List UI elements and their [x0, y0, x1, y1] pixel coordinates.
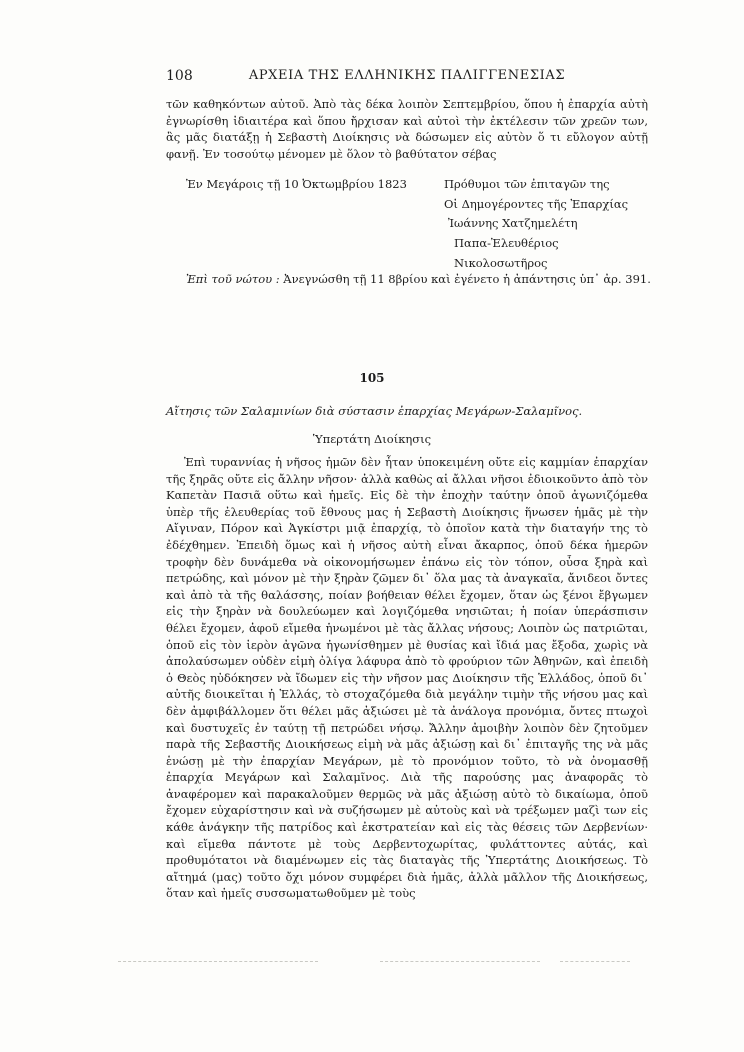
page-header: [166, 68, 648, 86]
scan-artifact-line: [380, 961, 540, 962]
page-number: 108: [166, 68, 193, 84]
signature-line: Οἱ Δημογέροντες τῆς Ἐπαρχίας: [444, 196, 629, 211]
previous-document-continuation: τῶν καθηκόντων αὐτοῦ. Ἀπὸ τὰς δέκα λοιπὸν Σεπτεμβρίου, ὅπου ἡ ἐπαρχία αὐτὴ ἐγνωρίσθη ἰδιαιτέρα καὶ ὅπου ἤρχισαν καὶ αὐτοὶ τὴν ἐκτέλεσιν τῶν χρεῶν των, ἂς μᾶς διατάξῃ ἡ Σεβαστὴ Διοίκησις νὰ δώσωμεν εἰς αὐτὸν ὅ τι εὔλογον αὐτῇ φανῇ. Ἐν τοσούτῳ μένομεν μὲ ὅλον τὸ βαθύτατον σέβας: [166, 97, 648, 161]
signature-line: Πρόθυμοι τῶν ἐπιταγῶν της: [444, 177, 610, 191]
dateline: Ἐν Μεγάροις τῇ 10 Ὀκτωμβρίου 1823: [186, 177, 407, 191]
scan-artifact-line: [118, 961, 318, 962]
petition-body: Ἐπὶ τυραννίας ἡ νῆσος ἡμῶν δὲν ἦταν ὑποκειμένη οὔτε εἰς καμμίαν ἐπαρχίαν τῆς ξηρᾶς οὔτε εἰς ἄλλην νῆσον· ἀλλὰ καθὼς αἱ ἄλλαι νῆσοι ἐδιοικοῦντο ἀπὸ τὸν Καπετὰν Πασιᾶ οὕτω καὶ ἡμεῖς. Εἰς δὲ τὴν ἐποχὴν ταύτην ὁποῦ ἀγωνιζόμεθα ὑπὲρ τῆς ἐλευθερίας τοῦ ἔθνους μας ἡ Σεβαστὴ Διοίκησις ἥνωσεν ἡμᾶς μὲ τὴν Αἴγιναν, Πόρον καὶ Ἀγκίστρι μιᾷ ἐπαρχίᾳ, τὸ ὁποῖον κατὰ τὴν διαταγήν της τὸ ἐδέχθημεν. Ἐπειδὴ ὅμως καὶ ἡ νῆσος αὐτὴ εἶναι ἄκαρπος, ὁποῦ δέκα ἡμερῶν τροφὴν δὲν δυνάμεθα νὰ οἰκονομήσωμεν ἐπάνω εἰς τὸν τόπον, οὖσα ξηρὰ καὶ πετρώδης, καὶ μόνον μὲ τὴν ξηρὰν ζῶμεν δι᾽ ὅλα μας τὰ ἀναγκαῖα, ἄνιδεοι ὄντες καὶ ἀπὸ τὰ τῆς θαλάσσης, ποίαν βοήθειαν θέλει ἔχομεν, ὅταν ὡς ξένοι ἔβγωμεν εἰς τὴν ξηρὰν νὰ δουλεύωμεν καὶ λογιζόμεθα νησιῶται; ἡ ποίαν ὑπεράσπισιν θέλει ἔχομεν, ἀφοῦ εἴμεθα ἡνωμένοι μὲ τὰς ἄλλας νήσους; Λοιπὸν ὡς πατριῶται, ὁποῦ εἰς τὸν ἱερὸν ἀγῶνα ἠγωνίσθημεν μὲ θυσίας καὶ ἴδιά μας ἔξοδα, χωρὶς νὰ ἀπολαύσωμεν οὐδὲν εἰμὴ ὀλίγα λάφυρα ἀπὸ τὸ φρούριον τῶν Ἀθηνῶν, καὶ ἐπειδὴ ὁ Θεὸς ηὐδόκησεν νὰ ἴδωμεν εἰς τὴν νῆσον μας Διοίκησιν τῆς Ἑλλάδος, ὁποῦ δι᾽ αὐτῆς διοικεῖται ἡ Ἑλλάς, τὸ στοχαζόμεθα διὰ μεγάλην τιμὴν τῆς νήσου μας καὶ δὲν ἀμφιβάλλομεν ὅτι θέλει μᾶς ἀξιώσει μὲ τὰ ἀνάλογα προνόμια, ὄντες πτωχοὶ καὶ δυστυχεῖς ἐν ταύτῃ τῇ πετρώδει νήσῳ. Ἄλλην ἀμοιβὴν λοιπὸν δὲν ζητοῦμεν παρὰ τῆς Σεβαστῆς Διοικήσεως εἰμὴ νὰ μᾶς ἀξιώσῃ καὶ δι᾽ ἐπιταγῆς της νὰ μᾶς ἑνώσῃ μὲ τὴν ἐπαρχίαν Μεγάρων, μὲ τὸ προνόμιον τοῦτο, τὸ νὰ ὀνομασθῇ ἐπαρχία Μεγάρων καὶ Σαλαμῖνος. Διὰ τῆς παρούσης μας ἀναφορᾶς τὸ ἀναφέρομεν καὶ παρακαλοῦμεν θερμῶς νὰ μᾶς ἀξιώσῃ αὐτὸ τὸ δικαίωμα, ὁποῦ ἔχομεν εὐχαρίστησιν καὶ νὰ συζήσωμεν μὲ αὐτοὺς καὶ νὰ τρέξωμεν μαζὶ των εἰς κάθε ἀνάγκην τῆς πατρίδος καὶ ἐκστρατείαν καὶ εἰς τὰς θέσεις τῶν Δερβενίων· καὶ εἴμεθα πάντοτε μὲ τοὺς Δερβεντοχωρίτας, φυλάττοντες αὐτάς, καὶ προθυμότατοι νὰ διαμένωμεν εἰς τὰς διαταγὰς τῆς Ὑπερτάτης Διοικήσεως. Τὸ αἴτημά (μας) τοῦτο ὄχι μόνον συμφέρει διὰ ἡμᾶς, ἀλλὰ μᾶλλον τῆς Διοικήσεως, ὅταν καὶ ἡμεῖς συσσωματωθοῦμεν μὲ τοὺς: [166, 455, 648, 901]
signature-line: Ἰωάννης Χατζημελέτη: [448, 216, 578, 231]
running-title: ΑΡΧΕΙΑ ΤΗΣ ΕΛΛΗΝΙΚΗΣ ΠΑΛΙΓΓΕΝΕΣΙΑΣ: [248, 68, 566, 83]
verso-note: [186, 272, 651, 286]
signature-line: Παπα-Ἐλευθέριος: [454, 236, 559, 251]
document-title: Αἴτησις τῶν Σαλαμινίων διὰ σύστασιν ἐπαρχίας Μεγάρων-Σαλαμῖνος.: [166, 404, 583, 418]
document-number: 105: [359, 371, 385, 385]
signature-line: Νικολοσωτῆρος: [454, 255, 548, 270]
signature-block: [444, 175, 628, 274]
verso-text: Ἀνεγνώσθη τῇ 11 8βρίου καὶ ἐγένετο ἡ ἀπάντησις ὑπ᾽ ἀρ. 391.: [279, 272, 651, 286]
addressee: Ὑπερτάτη Διοίκησις: [312, 432, 432, 446]
verso-label: Ἐπὶ τοῦ νώτου :: [186, 272, 280, 286]
scan-artifact-line: [560, 961, 630, 962]
